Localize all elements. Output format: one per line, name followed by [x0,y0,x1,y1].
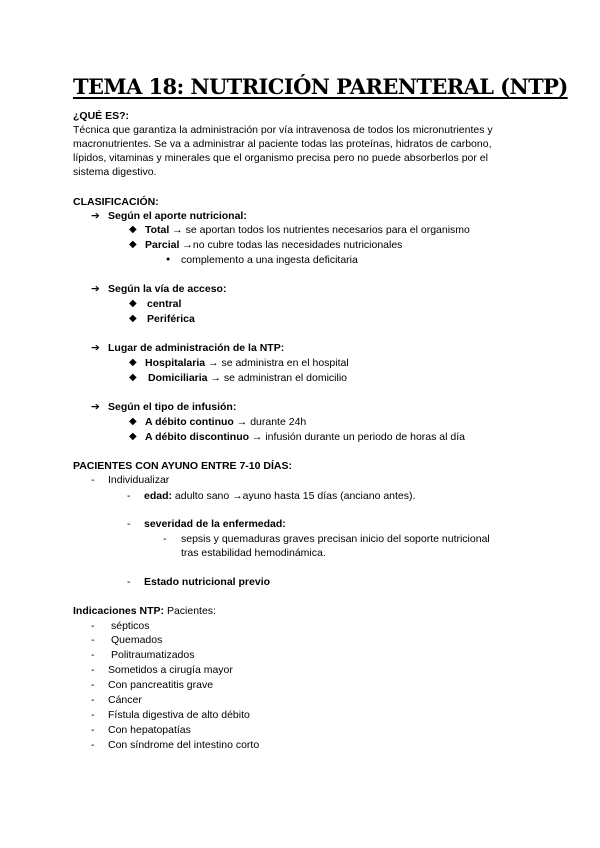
list-item: Con síndrome del intestino corto [108,739,260,751]
list-item: Con hepatopatías [108,724,191,736]
arrow-icon: ➔ [91,342,100,354]
diamond-icon: ◆ [129,357,137,368]
aporte-total-text: → se aportan todos los nutrientes necesarios para el organismo [169,224,470,236]
indicaciones-label: Indicaciones NTP: [73,605,165,617]
diamond-icon: ◆ [129,224,137,235]
ayuno-sepsis-line-1: sepsis y quemaduras graves precisan inicio del soporte nutricional [181,533,490,545]
via-periferica: Periférica [147,313,195,325]
dash-bullet: - [91,679,95,691]
lugar-domiciliaria-text: → se administran el domicilio [207,372,347,384]
dash-bullet: - [91,739,95,751]
dash-bullet: - [127,576,131,588]
ayuno-heading: PACIENTES CON AYUNO ENTRE 7-10 DÍAS: [73,460,292,472]
indicaciones-heading [73,604,216,618]
page-title: TEMA 18: NUTRICIÓN PARENTERAL (NTP) [73,74,568,99]
aporte-total-label: Total [145,224,170,236]
list-item: Sometidos a cirugía mayor [108,664,233,676]
dash-bullet: - [91,474,95,486]
lugar-hospitalaria-label: Hospitalaria [145,357,206,369]
que-es-line-4: sistema digestivo. [73,166,157,178]
dash-bullet: - [91,694,95,706]
que-es-line-1: Técnica que garantiza la administración por vía intravenosa de todos los micronutrientes y [73,124,493,136]
list-item: Politraumatizados [111,649,195,661]
diamond-icon: ◆ [129,372,137,383]
diamond-icon: ◆ [129,298,137,309]
ayuno-edad-label: edad: [144,490,173,502]
lugar-label: Lugar de administración de la NTP: [108,342,285,354]
ayuno-estado-label: Estado nutricional previo [144,576,271,588]
que-es-line-2: macronutrientes. Se va a administrar al paciente todas las proteínas, hidratos de carbono, [73,138,492,150]
indicaciones-text: Pacientes: [164,605,216,617]
aporte-total-item [145,223,470,237]
dash-bullet: - [91,724,95,736]
diamond-icon: ◆ [129,416,137,427]
list-item: sépticos [111,620,150,632]
arrow-icon: ➔ [91,210,100,222]
infusion-discontinuo-item [145,430,465,444]
ayuno-sepsis-line-2: tras estabilidad hemodinámica. [181,547,326,559]
list-item: Fístula digestiva de alto débito [108,709,250,721]
lugar-domiciliaria-label: Domiciliaria [148,372,208,384]
dash-bullet: - [91,620,95,632]
aporte-parcial-label: Parcial [145,239,180,251]
infusion-continuo-item [145,415,306,429]
lugar-hospitalaria-item [145,356,349,370]
ayuno-severidad-label: severidad de la enfermedad: [144,518,286,530]
ayuno-individualizar: Individualizar [108,474,170,486]
dash-bullet: - [127,518,131,530]
aporte-parcial-sub: complemento a una ingesta deficitaria [181,254,358,266]
diamond-icon: ◆ [129,431,137,442]
list-item: Quemados [111,634,163,646]
via-label: Según la vía de acceso: [108,283,227,295]
list-item: Con pancreatitis grave [108,679,214,691]
que-es-heading: ¿QUÉ ES?: [73,110,130,122]
dash-bullet: - [91,634,95,646]
dash-bullet: - [91,664,95,676]
diamond-icon: ◆ [129,239,137,250]
que-es-line-3: lípidos, vitaminas y minerales que el organismo precisa pero no puede absorberlos por el [73,152,488,164]
clasificacion-heading: CLASIFICACIÓN: [73,196,159,208]
dash-bullet: - [163,533,167,545]
dash-bullet: - [91,709,95,721]
via-central: central [147,298,182,310]
arrow-icon: ➔ [91,283,100,295]
lugar-domiciliaria-item [148,371,347,385]
infusion-continuo-text: → durante 24h [233,416,307,428]
infusion-discontinuo-text: → infusión durante un periodo de horas al día [249,431,465,443]
infusion-discontinuo-label: A débito discontinuo [145,431,250,443]
arrow-icon: ➔ [91,401,100,413]
aporte-parcial-text: →no cubre todas las necesidades nutricionales [179,239,403,251]
lugar-hospitalaria-text: → se administra en el hospital [205,357,349,369]
ayuno-edad-text: adulto sano →ayuno hasta 15 días (anciano antes). [172,490,416,502]
infusion-continuo-label: A débito continuo [145,416,234,428]
aporte-parcial-item [145,238,402,252]
list-item: Cáncer [108,694,142,706]
ayuno-edad-item [144,489,415,503]
dash-bullet: - [91,649,95,661]
aporte-label: Según el aporte nutricional: [108,210,247,222]
infusion-label: Según el tipo de infusión: [108,401,237,413]
bullet-dot-icon: ● [166,256,171,263]
diamond-icon: ◆ [129,313,137,324]
dash-bullet: - [127,490,131,502]
